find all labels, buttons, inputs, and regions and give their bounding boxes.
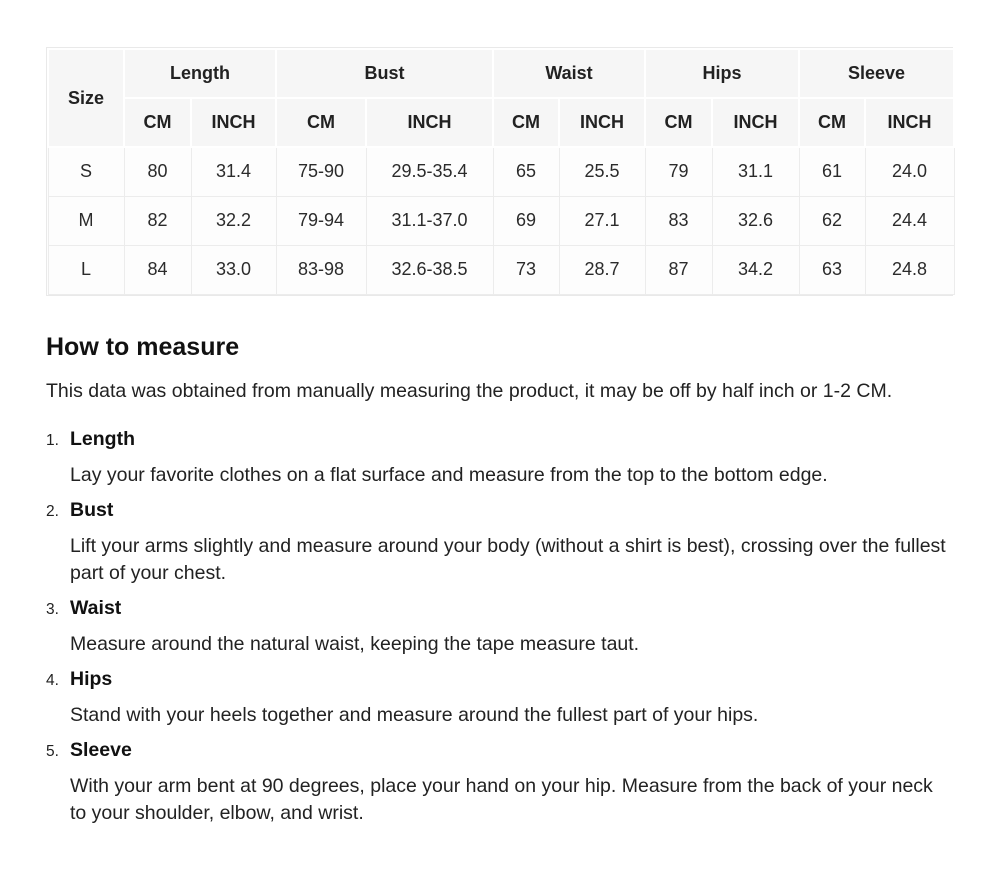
waist-inch-cell: 28.7 bbox=[559, 245, 645, 294]
list-item-title: Hips bbox=[70, 667, 113, 690]
length-cm-cell: 82 bbox=[124, 196, 191, 245]
size-chart-table bbox=[47, 48, 955, 295]
hips-inch-cell: 31.1 bbox=[712, 147, 799, 196]
bust-cm-cell: 75-90 bbox=[276, 147, 366, 196]
list-item-title: Length bbox=[70, 427, 135, 450]
list-item-description: Stand with your heels together and measure around the fullest part of your hips. bbox=[70, 703, 759, 726]
how-to-measure-title: How to measure bbox=[46, 332, 240, 361]
how-to-measure-intro: This data was obtained from manually measuring the product, it may be off by half inch or 1-2 CM. bbox=[46, 379, 893, 402]
length-cm-cell: 84 bbox=[124, 245, 191, 294]
list-item-waist bbox=[46, 595, 953, 658]
list-item-description: With your arm bent at 90 degrees, place your hand on your hip. Measure from the back of your neck to your shoulder, elbow, and wrist. bbox=[70, 774, 933, 824]
waist-cm-cell: 65 bbox=[493, 147, 559, 196]
unit-header-hips-inch: INCH bbox=[712, 98, 799, 147]
col-header-waist: Waist bbox=[493, 49, 645, 98]
list-item-description: Measure around the natural waist, keeping the tape measure taut. bbox=[70, 632, 640, 655]
waist-inch-cell: 27.1 bbox=[559, 196, 645, 245]
list-item-bust bbox=[46, 497, 953, 587]
hips-inch-cell: 34.2 bbox=[712, 245, 799, 294]
unit-header-sleeve-inch: INCH bbox=[865, 98, 954, 147]
length-inch-cell: 32.2 bbox=[191, 196, 276, 245]
hips-cm-cell: 87 bbox=[645, 245, 712, 294]
bust-inch-cell: 31.1-37.0 bbox=[366, 196, 493, 245]
hips-cm-cell: 79 bbox=[645, 147, 712, 196]
size-cell: S bbox=[48, 147, 124, 196]
bust-cm-cell: 83-98 bbox=[276, 245, 366, 294]
col-header-length: Length bbox=[124, 49, 276, 98]
sleeve-cm-cell: 62 bbox=[799, 196, 865, 245]
bust-inch-cell: 32.6-38.5 bbox=[366, 245, 493, 294]
unit-header-bust-inch: INCH bbox=[366, 98, 493, 147]
col-header-size: Size bbox=[48, 49, 124, 147]
waist-cm-cell: 73 bbox=[493, 245, 559, 294]
length-cm-cell: 80 bbox=[124, 147, 191, 196]
list-item-number: 2. bbox=[46, 502, 59, 520]
length-inch-cell: 33.0 bbox=[191, 245, 276, 294]
table-unit-header-row bbox=[48, 98, 954, 147]
sleeve-inch-cell: 24.0 bbox=[865, 147, 954, 196]
sleeve-cm-cell: 61 bbox=[799, 147, 865, 196]
list-item-number: 4. bbox=[46, 671, 59, 689]
col-header-bust: Bust bbox=[276, 49, 493, 98]
waist-inch-cell: 25.5 bbox=[559, 147, 645, 196]
list-item-length bbox=[46, 426, 953, 489]
unit-header-waist-inch: INCH bbox=[559, 98, 645, 147]
sleeve-inch-cell: 24.8 bbox=[865, 245, 954, 294]
table-group-header-row bbox=[48, 49, 954, 98]
unit-header-waist-cm: CM bbox=[493, 98, 559, 147]
list-item-number: 3. bbox=[46, 600, 59, 618]
list-item-sleeve bbox=[46, 737, 953, 827]
unit-header-length-cm: CM bbox=[124, 98, 191, 147]
waist-cm-cell: 69 bbox=[493, 196, 559, 245]
size-chart-table-wrap bbox=[46, 47, 953, 296]
col-header-sleeve: Sleeve bbox=[799, 49, 954, 98]
table-row-m bbox=[48, 196, 954, 245]
table-row-l bbox=[48, 245, 954, 294]
hips-inch-cell: 32.6 bbox=[712, 196, 799, 245]
size-cell: M bbox=[48, 196, 124, 245]
list-item-title: Sleeve bbox=[70, 738, 132, 761]
list-item-number: 5. bbox=[46, 742, 59, 760]
unit-header-length-inch: INCH bbox=[191, 98, 276, 147]
bust-cm-cell: 79-94 bbox=[276, 196, 366, 245]
list-item-title: Waist bbox=[70, 596, 122, 619]
sleeve-cm-cell: 63 bbox=[799, 245, 865, 294]
size-cell: L bbox=[48, 245, 124, 294]
list-item-hips bbox=[46, 666, 953, 729]
list-item-title: Bust bbox=[70, 498, 114, 521]
table-row-s bbox=[48, 147, 954, 196]
list-item-description: Lift your arms slightly and measure around your body (without a shirt is best), crossing over the fullest part of your chest. bbox=[70, 534, 946, 584]
measure-instruction-list bbox=[46, 426, 953, 827]
hips-cm-cell: 83 bbox=[645, 196, 712, 245]
col-header-hips: Hips bbox=[645, 49, 799, 98]
unit-header-bust-cm: CM bbox=[276, 98, 366, 147]
unit-header-hips-cm: CM bbox=[645, 98, 712, 147]
length-inch-cell: 31.4 bbox=[191, 147, 276, 196]
unit-header-sleeve-cm: CM bbox=[799, 98, 865, 147]
bust-inch-cell: 29.5-35.4 bbox=[366, 147, 493, 196]
sleeve-inch-cell: 24.4 bbox=[865, 196, 954, 245]
list-item-number: 1. bbox=[46, 431, 59, 449]
list-item-description: Lay your favorite clothes on a flat surface and measure from the top to the bottom edge. bbox=[70, 463, 828, 486]
